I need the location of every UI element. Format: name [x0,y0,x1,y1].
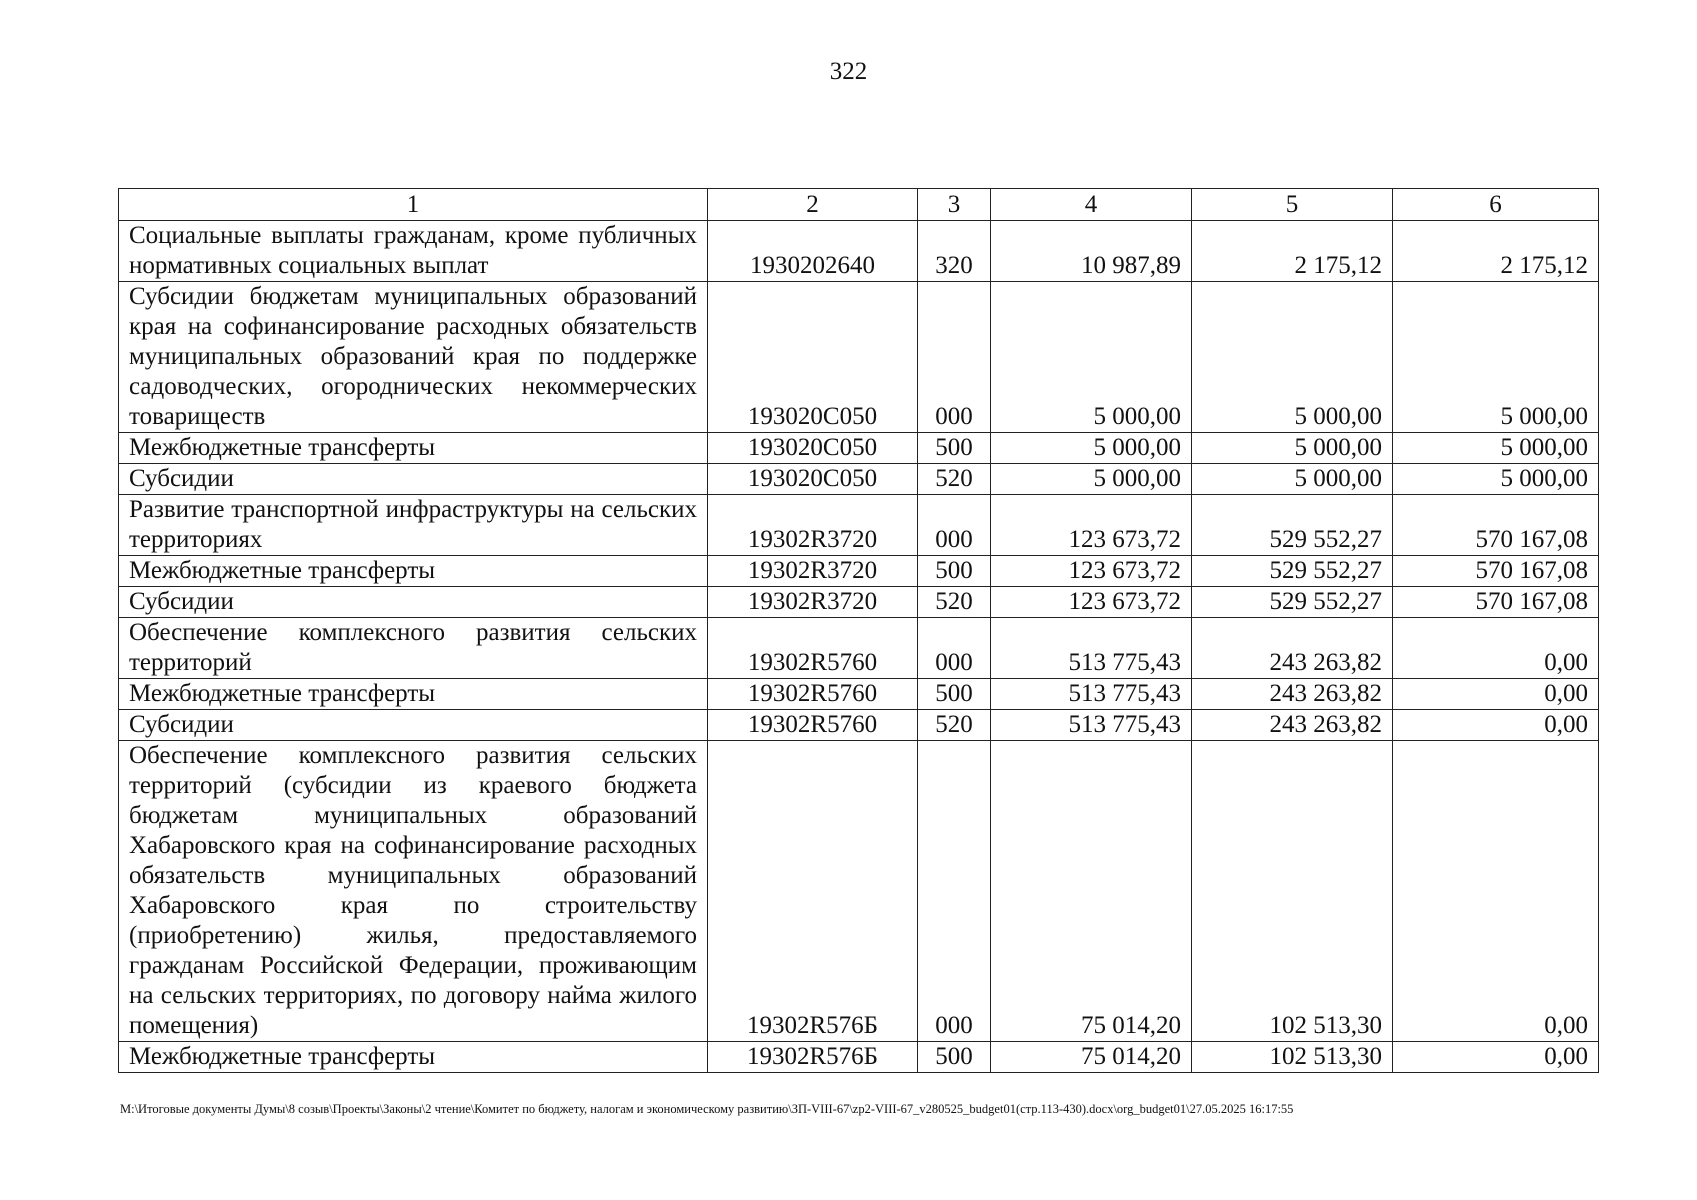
table-header-row [119,189,1599,221]
table-row [119,495,1599,556]
cell-amount-col6: 5 000,00 [1393,464,1599,495]
cell-name: Межбюджетные трансферты [119,1042,708,1073]
cell-amount-col6: 570 167,08 [1393,495,1599,556]
cell-amount-col6: 2 175,12 [1393,221,1599,282]
cell-amount-col4: 513 775,43 [991,710,1192,741]
cell-target-code: 193020C050 [708,464,918,495]
cell-name: Развитие транспортной инфраструктуры на сельских территориях [119,495,708,556]
cell-amount-col5: 2 175,12 [1192,221,1393,282]
column-header: 5 [1192,189,1393,221]
cell-name: Субсидии бюджетам муниципальных образований края на софинансирование расходных обязательств муниципальных образований края по поддержке садоводческих, огороднических некоммерческих товариществ [119,282,708,433]
column-header: 4 [991,189,1192,221]
table-row [119,741,1599,1042]
cell-amount-col4: 123 673,72 [991,587,1192,618]
cell-name: Субсидии [119,710,708,741]
cell-amount-col6: 5 000,00 [1393,433,1599,464]
cell-amount-col5: 243 263,82 [1192,710,1393,741]
cell-target-code: 19302R576Б [708,741,918,1042]
cell-amount-col4: 10 987,89 [991,221,1192,282]
cell-amount-col6: 0,00 [1393,710,1599,741]
page-number: 322 [829,58,868,85]
cell-amount-col5: 529 552,27 [1192,587,1393,618]
cell-target-code: 19302R3720 [708,556,918,587]
cell-target-code: 19302R5760 [708,618,918,679]
cell-amount-col6: 570 167,08 [1393,587,1599,618]
cell-name: Обеспечение комплексного развития сельских территорий [119,618,708,679]
cell-amount-col5: 102 513,30 [1192,1042,1393,1073]
cell-amount-col5: 102 513,30 [1192,741,1393,1042]
table-row [119,1042,1599,1073]
table-row [119,679,1599,710]
cell-amount-col6: 0,00 [1393,741,1599,1042]
cell-amount-col5: 5 000,00 [1192,464,1393,495]
cell-amount-col4: 123 673,72 [991,495,1192,556]
cell-expense-type: 000 [918,495,991,556]
cell-name: Социальные выплаты гражданам, кроме публичных нормативных социальных выплат [119,221,708,282]
cell-name: Межбюджетные трансферты [119,556,708,587]
column-header: 1 [119,189,708,221]
cell-target-code: 19302R5760 [708,679,918,710]
cell-name: Межбюджетные трансферты [119,433,708,464]
cell-amount-col5: 529 552,27 [1192,556,1393,587]
cell-amount-col6: 0,00 [1393,679,1599,710]
cell-expense-type: 500 [918,433,991,464]
table-row [119,556,1599,587]
cell-amount-col5: 5 000,00 [1192,433,1393,464]
table-row [119,710,1599,741]
cell-expense-type: 000 [918,618,991,679]
cell-expense-type: 520 [918,710,991,741]
cell-amount-col4: 75 014,20 [991,1042,1192,1073]
table-row [119,464,1599,495]
cell-amount-col5: 243 263,82 [1192,618,1393,679]
column-header: 2 [708,189,918,221]
table-row [119,221,1599,282]
table-row [119,618,1599,679]
cell-expense-type: 500 [918,556,991,587]
cell-expense-type: 500 [918,1042,991,1073]
cell-target-code: 1930202640 [708,221,918,282]
cell-amount-col4: 75 014,20 [991,741,1192,1042]
cell-expense-type: 520 [918,464,991,495]
cell-name: Обеспечение комплексного развития сельских территорий (субсидии из краевого бюджета бюджетам муниципальных образований Хабаровского края на софинансирование расходных обязательств муниципальных образований Хабаровского края по строительству (приобретению) жилья, предоставляемого гражданам Российской Федерации, проживающим на сельских территориях, по договору найма жилого помещения) [119,741,708,1042]
cell-amount-col4: 5 000,00 [991,282,1192,433]
cell-expense-type: 320 [918,221,991,282]
cell-amount-col6: 5 000,00 [1393,282,1599,433]
cell-amount-col6: 0,00 [1393,618,1599,679]
cell-expense-type: 500 [918,679,991,710]
cell-amount-col4: 5 000,00 [991,433,1192,464]
cell-target-code: 19302R3720 [708,587,918,618]
cell-name: Субсидии [119,587,708,618]
cell-amount-col4: 5 000,00 [991,464,1192,495]
cell-amount-col5: 243 263,82 [1192,679,1393,710]
cell-amount-col6: 570 167,08 [1393,556,1599,587]
cell-amount-col4: 123 673,72 [991,556,1192,587]
cell-name: Межбюджетные трансферты [119,679,708,710]
table-row [119,282,1599,433]
cell-amount-col5: 529 552,27 [1192,495,1393,556]
cell-target-code: 19302R5760 [708,710,918,741]
cell-target-code: 19302R576Б [708,1042,918,1073]
cell-target-code: 193020C050 [708,433,918,464]
cell-target-code: 193020C050 [708,282,918,433]
cell-amount-col4: 513 775,43 [991,618,1192,679]
cell-target-code: 19302R3720 [708,495,918,556]
budget-table [118,188,1599,1073]
column-header: 3 [918,189,991,221]
table-row [119,587,1599,618]
cell-expense-type: 520 [918,587,991,618]
document-file-path: M:\Итоговые документы Думы\8 созыв\Проекты\Законы\2 чтение\Комитет по бюджету, налогам и экономическому развитию\ЗП-VIII-67\zp2-VIII-67_v280525_budget01(стр.113-430).docx\org_budget01\27.05.2025 16:17:55 [120,1102,1294,1116]
cell-expense-type: 000 [918,282,991,433]
cell-amount-col6: 0,00 [1393,1042,1599,1073]
cell-amount-col5: 5 000,00 [1192,282,1393,433]
column-header: 6 [1393,189,1599,221]
cell-amount-col4: 513 775,43 [991,679,1192,710]
cell-expense-type: 000 [918,741,991,1042]
cell-name: Субсидии [119,464,708,495]
table-row [119,433,1599,464]
